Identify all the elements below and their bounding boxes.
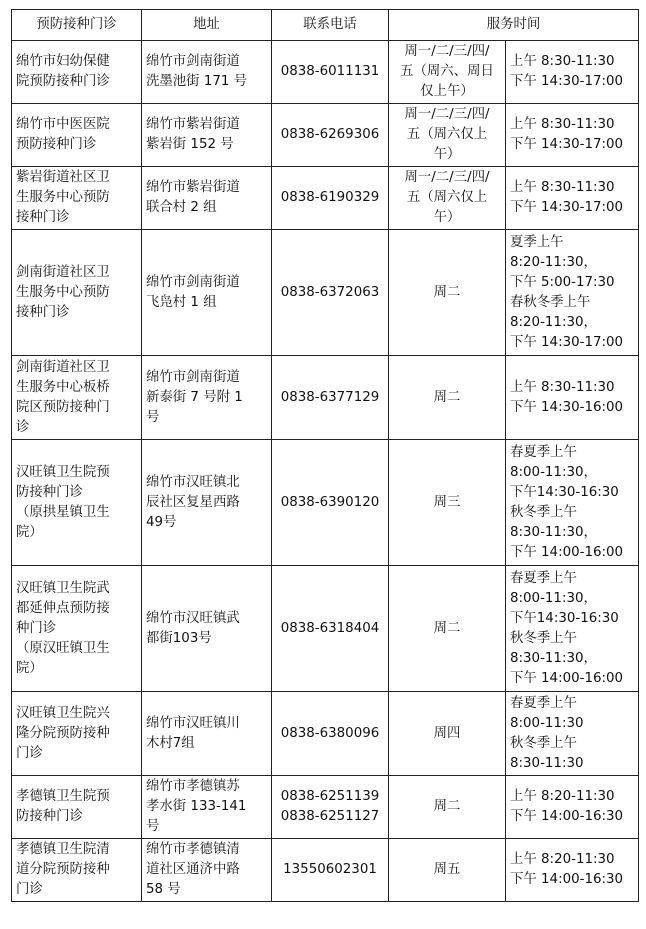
service-days-line: 周四 — [433, 725, 461, 741]
service-hours-line: 下午 14:00-16:00 — [510, 544, 624, 560]
service-hours-line: 8:20-11:30， — [510, 254, 597, 270]
service-hours-line: 春夏季上午 — [510, 570, 577, 586]
clinic-name-line: 院预防接种门诊 — [16, 74, 110, 89]
clinic-address-cell — [142, 839, 272, 902]
clinic-address-cell — [142, 41, 272, 104]
clinic-phone-cell — [272, 692, 389, 776]
service-hours-cell — [506, 440, 639, 566]
clinic-address-cell — [142, 566, 272, 692]
clinic-name-line: 都延伸点预防接 — [16, 600, 110, 616]
service-hours-line: 8:00-11:30， — [510, 464, 597, 480]
clinic-name-line: 孝德镇卫生院清 — [16, 842, 110, 857]
service-hours-line: 8:30-11:30， — [510, 524, 597, 540]
service-hours-cell — [506, 356, 639, 440]
service-days-cell — [389, 776, 506, 839]
service-hours-cell — [506, 839, 639, 902]
clinic-address-line: 联合村 2 组 — [146, 200, 217, 215]
clinic-phone-cell — [272, 566, 389, 692]
service-hours-line: 下午 14:00-16:30 — [510, 809, 624, 824]
clinic-phone-cell — [272, 440, 389, 566]
clinic-address-line: 绵竹市紫岩街道 — [146, 117, 240, 132]
clinic-phone-line: 0838-6269306 — [280, 127, 380, 142]
service-hours-cell — [506, 230, 639, 356]
service-hours-line: 8:00-11:30， — [510, 590, 597, 606]
clinic-address-line: 绵竹市剑南街道 — [146, 369, 240, 385]
clinic-name-line: 汉旺镇卫生院预 — [16, 464, 110, 480]
service-hours-line: 秋冬季上午 — [510, 504, 577, 520]
clinic-name-cell — [12, 776, 142, 839]
service-hours-cell — [506, 692, 639, 776]
clinic-address-cell — [142, 104, 272, 167]
clinic-phone-line: 0838-6251127 — [280, 809, 380, 824]
clinic-address-line: 49号 — [146, 514, 177, 530]
service-hours-line: 下午 14:30-17:00 — [510, 334, 624, 350]
clinic-name-line: 种门诊 — [16, 620, 57, 636]
service-days-line: 五（周六仅上 — [406, 190, 488, 205]
header-phone: 联系电话 — [272, 10, 389, 41]
clinic-phone-line: 13550602301 — [283, 862, 377, 877]
clinic-address-line: 58 号 — [146, 882, 181, 897]
clinic-name-line: （原拱星镇卫生 — [16, 504, 110, 520]
service-days-cell — [389, 104, 506, 167]
service-days-line: 周一/二/三/四/ — [404, 44, 490, 59]
service-hours-line: 8:30-11:30 — [510, 755, 584, 771]
clinic-name-cell — [12, 167, 142, 230]
service-days-line: 五（周六、周日 — [400, 64, 494, 79]
table-row — [12, 167, 639, 230]
clinic-address-line: 绵竹市剑南街道 — [146, 54, 240, 69]
service-hours-cell — [506, 41, 639, 104]
service-days-line: 周五 — [433, 862, 461, 877]
clinic-name-line: 隆分院预防接种 — [16, 725, 110, 741]
clinic-phone-line: 0838-6390120 — [280, 494, 380, 510]
clinic-address-cell — [142, 776, 272, 839]
service-hours-line: 上午 8:30-11:30 — [510, 180, 615, 195]
clinic-phone-cell — [272, 230, 389, 356]
clinic-name-line: 汉旺镇卫生院兴 — [16, 705, 110, 721]
table-row — [12, 692, 639, 776]
clinic-phone-cell — [272, 839, 389, 902]
clinic-name-line: 预防接种门诊 — [16, 137, 97, 152]
table-row — [12, 41, 639, 104]
clinic-address-line: 辰社区复星西路 — [146, 494, 240, 510]
clinic-name-line: 剑南街道社区卫 — [16, 264, 110, 280]
service-hours-line: 下午14:30-16:30 — [510, 610, 619, 626]
clinic-name-line: 孝德镇卫生院预 — [16, 789, 110, 804]
clinic-name-line: 剑南街道社区卫 — [16, 359, 110, 375]
clinic-name-cell — [12, 230, 142, 356]
table-row — [12, 440, 639, 566]
clinic-name-line: 接种门诊 — [16, 304, 70, 320]
clinic-name-line: 紫岩街道社区卫 — [16, 170, 110, 185]
clinic-name-line: 门诊 — [16, 745, 43, 761]
clinic-address-line: 绵竹市紫岩街道 — [146, 180, 240, 195]
service-hours-line: 下午 14:30-17:00 — [510, 200, 624, 215]
service-days-line: 仅上午） — [420, 84, 474, 99]
clinic-name-line: 防接种门诊 — [16, 484, 83, 500]
clinic-phone-cell — [272, 41, 389, 104]
service-days-line: 周一/二/三/四/ — [404, 107, 490, 122]
clinic-name-line: （原汉旺镇卫生 — [16, 640, 110, 656]
clinic-name-line: 院） — [16, 524, 43, 540]
service-hours-cell — [506, 167, 639, 230]
service-days-line: 周二 — [433, 620, 461, 636]
service-days-line: 午） — [433, 147, 461, 162]
clinic-address-cell — [142, 692, 272, 776]
clinic-phone-line: 0838-6251139 — [280, 789, 380, 804]
header-address: 地址 — [142, 10, 272, 41]
clinic-address-line: 绵竹市剑南街道 — [146, 274, 240, 290]
clinic-name-line: 道分院预防接种 — [16, 862, 110, 877]
service-days-cell — [389, 230, 506, 356]
service-hours-line: 上午 8:20-11:30 — [510, 852, 615, 867]
clinic-name-line: 诊 — [16, 419, 30, 435]
clinic-address-line: 飞凫村 1 组 — [146, 294, 217, 310]
clinic-name-cell — [12, 440, 142, 566]
clinic-address-line: 孝水街 133-141 — [146, 799, 247, 814]
clinic-phone-cell — [272, 104, 389, 167]
service-days-cell — [389, 167, 506, 230]
service-hours-line: 下午 14:30-16:00 — [510, 399, 624, 415]
clinic-address-line: 木村7组 — [146, 735, 195, 751]
clinic-address-line: 绵竹市汉旺镇武 — [146, 610, 240, 626]
service-hours-cell — [506, 776, 639, 839]
clinic-address-line: 号 — [146, 409, 160, 425]
clinic-phone-cell — [272, 356, 389, 440]
service-days-line: 五（周六仅上 — [406, 127, 488, 142]
clinic-address-line: 绵竹市孝德镇苏 — [146, 779, 240, 794]
service-hours-line: 8:30-11:30， — [510, 650, 597, 666]
clinic-phone-line: 0838-6377129 — [280, 389, 380, 405]
service-hours-line: 下午 14:30-17:00 — [510, 74, 624, 89]
clinic-name-line: 生服务中心板桥 — [16, 379, 110, 395]
table-row — [12, 839, 639, 902]
clinic-name-cell — [12, 104, 142, 167]
service-hours-line: 下午 14:00-16:00 — [510, 670, 624, 686]
service-days-line: 周一/二/三/四/ — [404, 170, 490, 185]
service-hours-line: 8:00-11:30 — [510, 715, 584, 731]
service-hours-line: 夏季上午 — [510, 234, 564, 250]
clinic-name-line: 防接种门诊 — [16, 809, 83, 824]
service-days-line: 周二 — [433, 799, 461, 814]
table-body — [12, 41, 639, 902]
service-hours-line: 秋冬季上午 — [510, 630, 577, 646]
service-days-cell — [389, 440, 506, 566]
clinic-name-cell — [12, 356, 142, 440]
service-days-line: 周二 — [433, 284, 461, 300]
table-row — [12, 104, 639, 167]
clinic-address-line: 新泰街 7 号附 1 — [146, 389, 243, 405]
service-days-cell — [389, 692, 506, 776]
clinic-address-line: 都街103号 — [146, 630, 212, 646]
clinic-address-line: 紫岩街 152 号 — [146, 137, 234, 152]
clinic-address-line: 号 — [146, 819, 160, 834]
clinic-name-line: 绵竹市中医医院 — [16, 117, 110, 132]
service-hours-line: 下午 14:00-16:30 — [510, 872, 624, 887]
service-hours-line: 上午 8:30-11:30 — [510, 117, 615, 132]
clinic-phone-line: 0838-6190329 — [280, 190, 380, 205]
table-row — [12, 566, 639, 692]
table-row — [12, 230, 639, 356]
service-days-cell — [389, 839, 506, 902]
clinic-address-cell — [142, 230, 272, 356]
clinic-address-line: 绵竹市汉旺镇川 — [146, 715, 240, 731]
clinic-name-line: 绵竹市妇幼保健 — [16, 54, 110, 69]
clinic-phone-cell — [272, 776, 389, 839]
service-days-line: 午） — [433, 210, 461, 225]
service-hours-line: 春秋冬季上午 — [510, 294, 591, 310]
service-days-line: 周三 — [433, 494, 461, 510]
clinic-phone-line: 0838-6011131 — [280, 64, 380, 79]
service-hours-line: 下午14:30-16:30 — [510, 484, 619, 500]
clinic-address-cell — [142, 440, 272, 566]
service-hours-line: 下午 5:00-17:30 — [510, 274, 615, 290]
table-row — [12, 776, 639, 839]
service-days-cell — [389, 41, 506, 104]
header-service-time: 服务时间 — [389, 10, 639, 41]
service-days-cell — [389, 566, 506, 692]
clinic-name-line: 门诊 — [16, 882, 43, 897]
vaccination-clinic-table — [11, 9, 639, 902]
header-clinic: 预防接种门诊 — [12, 10, 142, 41]
clinic-name-cell — [12, 839, 142, 902]
clinic-name-line: 生服务中心预防 — [16, 284, 110, 300]
clinic-address-line: 道社区通济中路 — [146, 862, 240, 877]
clinic-phone-cell — [272, 167, 389, 230]
table-header-row — [12, 10, 639, 41]
service-days-line: 周二 — [433, 389, 461, 405]
service-days-cell — [389, 356, 506, 440]
service-hours-line: 秋冬季上午 — [510, 735, 577, 751]
clinic-name-line: 汉旺镇卫生院武 — [16, 580, 110, 596]
service-hours-line: 春夏季上午 — [510, 695, 577, 711]
clinic-phone-line: 0838-6372063 — [280, 284, 380, 300]
clinic-name-cell — [12, 41, 142, 104]
clinic-name-line: 接种门诊 — [16, 210, 70, 225]
service-hours-cell — [506, 104, 639, 167]
service-hours-line: 上午 8:20-11:30 — [510, 789, 615, 804]
service-hours-line: 春夏季上午 — [510, 444, 577, 460]
service-hours-line: 下午 14:30-17:00 — [510, 137, 624, 152]
clinic-name-line: 院区预防接种门 — [16, 399, 110, 415]
service-hours-line: 8:20-11:30， — [510, 314, 597, 330]
clinic-address-line: 绵竹市汉旺镇北 — [146, 474, 240, 490]
clinic-address-line: 洗墨池街 171 号 — [146, 74, 248, 89]
service-hours-line: 上午 8:30-11:30 — [510, 54, 615, 69]
clinic-name-cell — [12, 692, 142, 776]
clinic-name-line: 生服务中心预防 — [16, 190, 110, 205]
table-row — [12, 356, 639, 440]
clinic-address-cell — [142, 356, 272, 440]
clinic-name-line: 院） — [16, 660, 43, 676]
service-hours-cell — [506, 566, 639, 692]
clinic-name-cell — [12, 566, 142, 692]
clinic-phone-line: 0838-6380096 — [280, 725, 380, 741]
clinic-address-line: 绵竹市孝德镇清 — [146, 842, 240, 857]
clinic-phone-line: 0838-6318404 — [280, 620, 380, 636]
service-hours-line: 上午 8:30-11:30 — [510, 379, 615, 395]
clinic-address-cell — [142, 167, 272, 230]
